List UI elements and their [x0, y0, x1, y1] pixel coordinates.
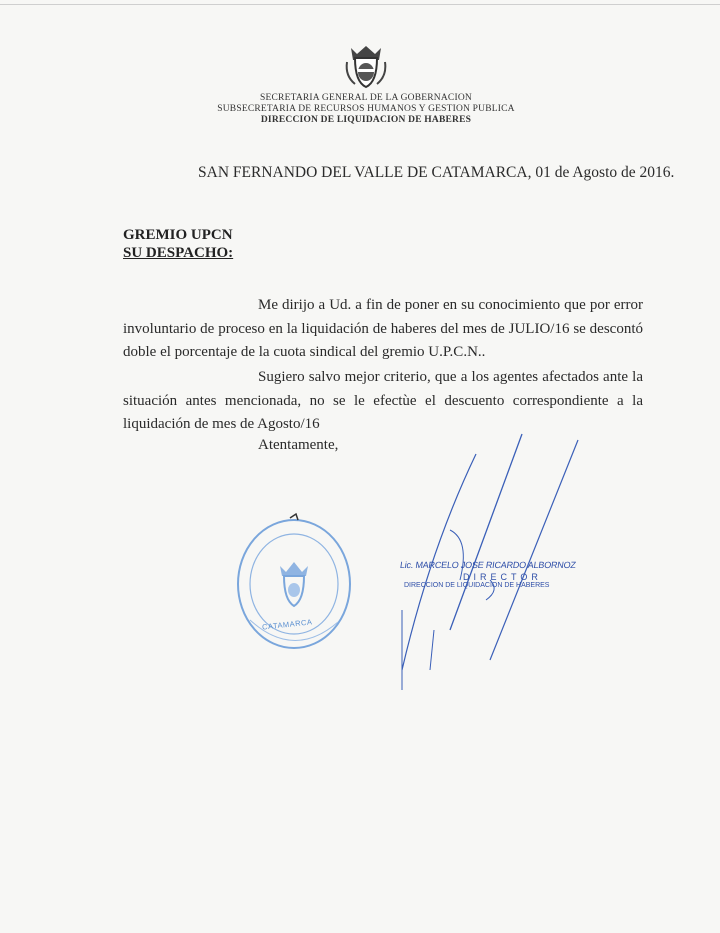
coat-of-arms-icon	[343, 42, 389, 90]
addressee-name: GREMIO UPCN	[123, 227, 233, 243]
official-stamp-icon	[230, 510, 360, 660]
signatory-department: DIRECCION DE LIQUIDACION DE HABERES	[404, 582, 550, 589]
date-line: SAN FERNANDO DEL VALLE DE CATAMARCA, 01 de Agosto de 2016.	[198, 164, 675, 181]
body-paragraph-2: Sugiero salvo mejor criterio, que a los agentes afectados ante la situación antes mencionada, no se le efectùe el descuento correspondiente a la liquidación de mes de Agosto/16	[123, 369, 643, 432]
header-line-secretaria: SECRETARIA GENERAL DE LA GOBERNACION	[260, 93, 472, 103]
body-paragraph-1: Me dirijo a Ud. a fin de poner en su conocimiento que por error involuntario de proceso en la liquidación de haberes del mes de JULIO/16 se descontó doble el porcentaje de la cuota sindical del gremio U.P.C.N..	[123, 297, 643, 360]
closing-salutation: Atentamente,	[258, 437, 339, 453]
addressee-despacho: SU DESPACHO:	[123, 245, 234, 261]
addressee-block	[123, 226, 233, 262]
header-line-subsecretaria: SUBSECRETARIA DE RECURSOS HUMANOS Y GESTION PUBLICA	[217, 104, 515, 114]
header-line-direccion: DIRECCION DE LIQUIDACION DE HABERES	[260, 115, 472, 125]
top-border-line	[0, 4, 720, 5]
signatory-name: Lic. MARCELO JOSE RICARDO ALBORNOZ	[399, 560, 577, 570]
signatory-title: DIRECTOR	[463, 572, 542, 582]
stamp-city-text: CATAMARCA	[261, 617, 313, 632]
